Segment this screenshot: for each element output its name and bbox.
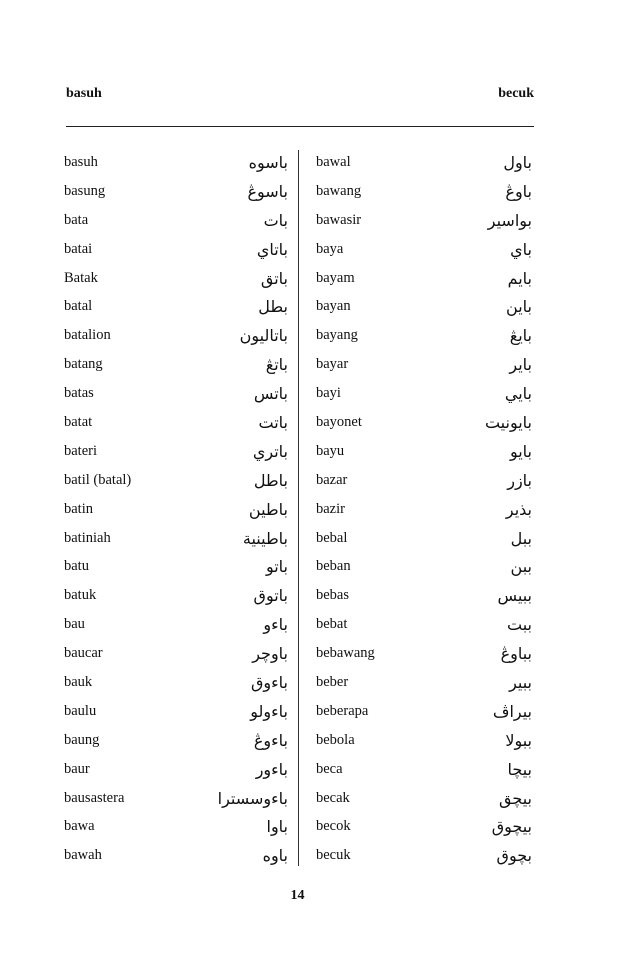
dictionary-entry (316, 408, 532, 437)
rumi-headword: baucar (64, 645, 103, 662)
jawi-spelling: باسوڠ (247, 181, 288, 201)
jawi-spelling: بايي (504, 384, 532, 404)
jawi-spelling: باءوق (251, 672, 288, 692)
rumi-headword: Batak (64, 269, 98, 286)
rumi-headword: beber (316, 673, 349, 690)
dictionary-entry (64, 379, 288, 408)
rumi-headword: bazir (316, 500, 345, 517)
jawi-spelling: باطل (253, 470, 288, 490)
rumi-headword: batuk (64, 587, 97, 604)
dictionary-entry (64, 610, 288, 639)
dictionary-entry (64, 177, 288, 206)
jawi-spelling: ببير (509, 672, 532, 692)
rumi-headword: batin (64, 500, 93, 517)
dictionary-entry (64, 495, 288, 524)
dictionary-entry (64, 639, 288, 668)
rumi-headword: bayu (316, 442, 345, 459)
jawi-spelling: بباوڠ (500, 644, 532, 664)
jawi-spelling: باوه (262, 846, 288, 866)
left-column (64, 148, 288, 870)
dictionary-entry (316, 495, 532, 524)
rumi-headword: bayan (316, 298, 351, 315)
rumi-headword: batiniah (64, 529, 111, 546)
rumi-headword: batai (64, 240, 93, 257)
dictionary-entry (64, 206, 288, 235)
rumi-headword: bebal (316, 529, 348, 546)
rumi-headword: bebawang (316, 645, 375, 662)
jawi-spelling: بازر (507, 470, 532, 490)
rumi-headword: bawal (316, 153, 351, 170)
dictionary-entry (64, 668, 288, 697)
rumi-headword: baya (316, 240, 344, 257)
rumi-headword: becuk (316, 847, 351, 864)
dictionary-entry (316, 321, 532, 350)
dictionary-entry (316, 264, 532, 293)
jawi-spelling: بايم (507, 268, 532, 288)
right-column (316, 148, 532, 870)
rumi-headword: bau (64, 616, 85, 633)
dictionary-entry (316, 697, 532, 726)
rumi-headword: bawang (316, 182, 362, 199)
dictionary-entry (316, 668, 532, 697)
dictionary-entry (316, 466, 532, 495)
dictionary-entry (316, 350, 532, 379)
dictionary-entry (64, 466, 288, 495)
dictionary-entry (64, 437, 288, 466)
rumi-headword: bayi (316, 385, 341, 402)
rumi-headword: bebas (316, 587, 350, 604)
jawi-spelling: بيراڤ (492, 701, 532, 721)
rumi-headword: batas (64, 385, 94, 402)
dictionary-entry (316, 524, 532, 553)
jawi-spelling: باءور (255, 759, 288, 779)
jawi-spelling: باءولو (250, 701, 288, 721)
dictionary-entry (64, 292, 288, 321)
rumi-headword: bawah (64, 847, 102, 864)
rumi-headword: batal (64, 298, 93, 315)
jawi-spelling: باطين (248, 499, 288, 519)
rumi-headword: bebat (316, 616, 348, 633)
dictionary-entry (316, 784, 532, 813)
jawi-spelling: باسوه (248, 152, 288, 172)
jawi-spelling: باوڠ (505, 181, 532, 201)
dictionary-entry (64, 264, 288, 293)
jawi-spelling: بطل (258, 297, 288, 317)
jawi-spelling: بذير (505, 499, 532, 519)
jawi-spelling: باتري (252, 441, 288, 461)
dictionary-entry (316, 292, 532, 321)
dictionary-entry (64, 726, 288, 755)
jawi-spelling: باتوق (253, 586, 288, 606)
dictionary-entry (64, 841, 288, 870)
rumi-headword: bauk (64, 673, 93, 690)
jawi-spelling: باتو (265, 557, 288, 577)
jawi-spelling: باتق (260, 268, 288, 288)
rumi-headword: bazar (316, 471, 348, 488)
rumi-headword: baur (64, 760, 90, 777)
rumi-headword: bayang (316, 327, 358, 344)
dictionary-entry (316, 206, 532, 235)
rumi-headword: batalion (64, 327, 111, 344)
jawi-spelling: بيچوق (491, 817, 532, 837)
dictionary-entry (316, 812, 532, 841)
rumi-headword: bebola (316, 731, 355, 748)
jawi-spelling: بيچا (507, 759, 532, 779)
jawi-spelling: باوا (266, 817, 288, 837)
dictionary-entry (316, 755, 532, 784)
rumi-headword: batu (64, 558, 89, 575)
rumi-headword: becak (316, 789, 350, 806)
dictionary-entry (64, 408, 288, 437)
dictionary-entry (316, 841, 532, 870)
rumi-headword: bata (64, 211, 89, 228)
rumi-headword: basung (64, 182, 106, 199)
jawi-spelling: باءوڠ (253, 730, 288, 750)
column-divider (298, 150, 299, 866)
jawi-spelling: ببن (510, 557, 532, 577)
rumi-headword: beca (316, 760, 343, 777)
jawi-spelling: باءو (263, 615, 288, 635)
jawi-spelling: بايڠ (509, 326, 532, 346)
rumi-headword: bayonet (316, 413, 362, 430)
dictionary-entry (316, 639, 532, 668)
dictionary-entry (64, 552, 288, 581)
jawi-spelling: بچوق (496, 846, 532, 866)
jawi-spelling: باي (510, 239, 532, 259)
jawi-spelling: ببت (507, 615, 532, 635)
dictionary-entry (316, 379, 532, 408)
dictionary-entry (64, 148, 288, 177)
jawi-spelling: باين (506, 297, 532, 317)
jawi-spelling: بواسير (487, 210, 532, 230)
page-number: 14 (290, 888, 305, 903)
jawi-spelling: باتڠ (265, 355, 288, 375)
dictionary-entry (316, 581, 532, 610)
dictionary-entry (64, 755, 288, 784)
jawi-spelling: باول (503, 152, 532, 172)
dictionary-entry (316, 726, 532, 755)
dictionary-entry (64, 321, 288, 350)
dictionary-entry (316, 610, 532, 639)
dictionary-entry (316, 552, 532, 581)
rumi-headword: batang (64, 356, 103, 373)
jawi-spelling: باتاي (256, 239, 288, 259)
jawi-spelling: ببيس (497, 586, 532, 606)
jawi-spelling: ببل (510, 528, 532, 548)
dictionary-entry (64, 812, 288, 841)
rumi-headword: basuh (64, 153, 98, 170)
rumi-headword: batat (64, 413, 93, 430)
dictionary-entry (64, 350, 288, 379)
jawi-spelling: باتت (258, 412, 288, 432)
jawi-spelling: بايو (509, 441, 532, 461)
dictionary-entry (316, 148, 532, 177)
dictionary-entry (64, 524, 288, 553)
rumi-headword: bateri (64, 442, 98, 459)
jawi-spelling: باتاليون (239, 326, 288, 346)
dictionary-entry (316, 177, 532, 206)
header-rule (66, 126, 534, 127)
jawi-spelling: ببولا (505, 730, 532, 750)
rumi-headword: bayam (316, 269, 355, 286)
rumi-headword: baung (64, 731, 100, 748)
rumi-headword: bayar (316, 356, 349, 373)
jawi-spelling: باوچر (252, 644, 288, 664)
rumi-headword: bausastera (64, 789, 125, 806)
rumi-headword: beban (316, 558, 351, 575)
dictionary-entry (64, 784, 288, 813)
dictionary-entry (316, 235, 532, 264)
rumi-headword: baulu (64, 702, 97, 719)
rumi-headword: batil (batal) (64, 471, 132, 488)
rumi-headword: bawasir (316, 211, 362, 228)
rumi-headword: bawa (64, 818, 95, 835)
jawi-spelling: بيچق (499, 788, 532, 808)
jawi-spelling: باءوسسترا (217, 788, 288, 808)
rumi-headword: becok (316, 818, 351, 835)
dictionary-entry (64, 581, 288, 610)
right-guide-word: becuk (498, 86, 534, 101)
jawi-spelling: باطينية (242, 528, 288, 548)
dictionary-entry (316, 437, 532, 466)
jawi-spelling: باتس (253, 384, 288, 404)
left-guide-word: basuh (66, 86, 102, 101)
dictionary-entry (64, 697, 288, 726)
dictionary-entry (64, 235, 288, 264)
rumi-headword: beberapa (316, 702, 369, 719)
jawi-spelling: بات (263, 210, 288, 230)
jawi-spelling: باير (509, 355, 532, 375)
jawi-spelling: بايونيت (484, 412, 532, 432)
